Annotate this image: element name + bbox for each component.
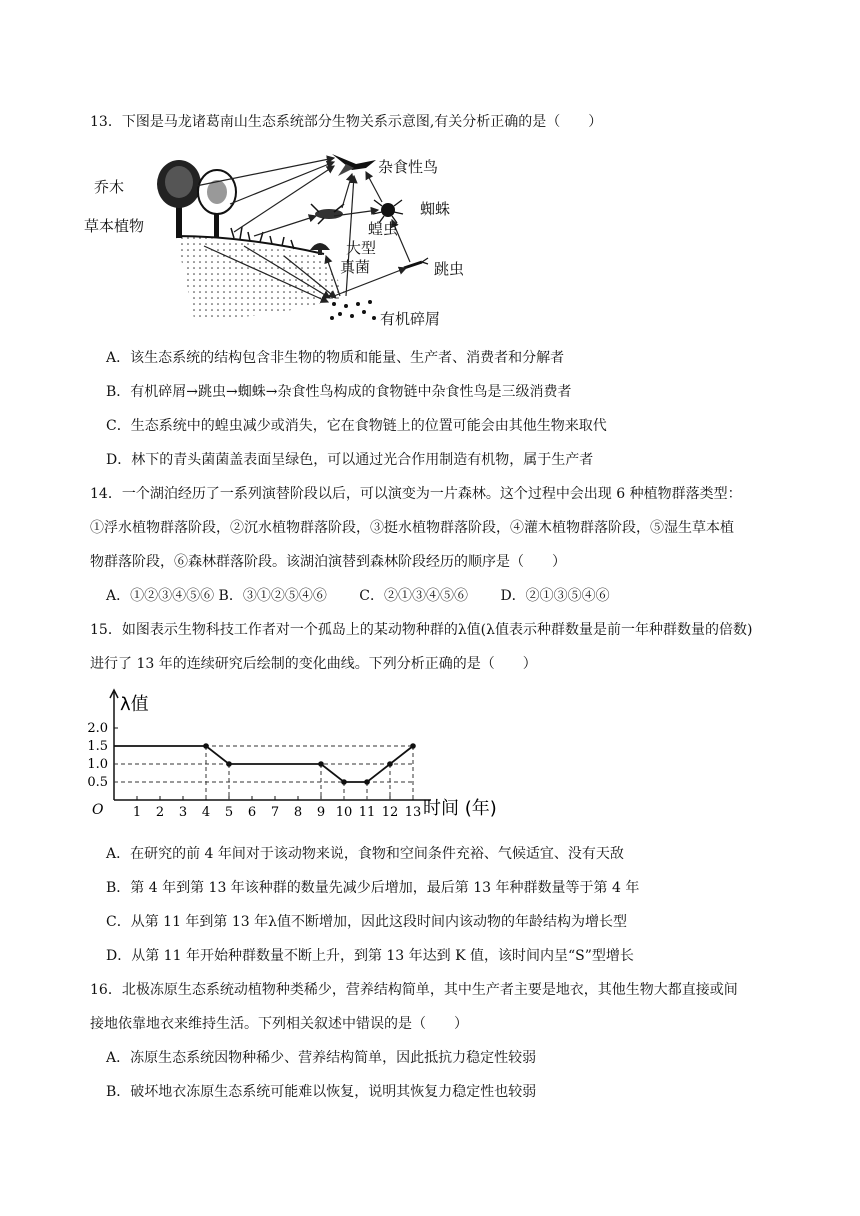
y-tick-label: 2.0 — [87, 721, 108, 736]
springtail-icon — [404, 258, 428, 268]
q13-option-b: B．有机碎屑→跳虫→蜘蛛→杂食性鸟构成的食物链中杂食性鸟是三级消费者 — [106, 384, 572, 400]
tree-icon — [157, 160, 236, 238]
q14-stem-line-2: ①浮水植物群落阶段，②沉水植物群落阶段，③挺水植物群落阶段，④灌木植物群落阶段，⑤湿生草本植 — [90, 520, 734, 536]
data-point — [203, 743, 209, 749]
q14-stem-line-1: 14．一个湖泊经历了一系列演替阶段以后，可以演变为一片森林。这个过程中会出现 6 种植物群落类型： — [90, 486, 742, 502]
x-tick-label: 3 — [178, 805, 188, 820]
y-tick-label: 1.5 — [87, 739, 108, 754]
q16-stem-line-2: 接地依靠地衣来维持生活。下列相关叙述中错误的是（ ） — [90, 1016, 468, 1032]
x-tick-label: 4 — [201, 805, 211, 820]
q15-option-c: C．从第 11 年到第 13 年λ值不断增加，因此这段时间内该动物的年龄结构为增长型 — [106, 914, 628, 930]
lambda-chart — [84, 688, 514, 826]
label-fungus-1: 大型 — [346, 239, 377, 257]
label-fungus-2: 真菌 — [340, 258, 371, 276]
q13-option-d: D．林下的青头菌菌盖表面呈绿色，可以通过光合作用制造有机物，属于生产者 — [106, 452, 594, 468]
bird-icon — [332, 154, 376, 176]
x-tick-label: 7 — [270, 805, 280, 820]
label-tree: 乔木 — [94, 178, 125, 196]
x-tick-label: 10 — [335, 805, 353, 820]
x-axis-label: 时间 (年) — [423, 798, 497, 819]
food-web-figure — [84, 146, 464, 334]
x-tick-label: 2 — [155, 805, 165, 820]
x-tick-label: 11 — [358, 805, 376, 820]
label-bird: 杂食性鸟 — [378, 158, 439, 176]
x-tick-label: 1 — [132, 805, 142, 820]
y-tick-label: 0.5 — [87, 775, 108, 790]
label-detritus: 有机碎屑 — [380, 310, 441, 328]
x-tick-label: 8 — [293, 805, 303, 820]
x-tick-label: 6 — [247, 805, 257, 820]
q15-option-b: B．第 4 年到第 13 年该种群的数量先减少后增加，最后第 13 年种群数量等于第 4 年 — [106, 880, 640, 896]
detritus-icon — [330, 300, 376, 320]
x-tick-label: 13 — [404, 805, 422, 820]
fungus-icon — [310, 243, 330, 255]
data-point — [341, 779, 347, 785]
q13-option-c: C．生态系统中的蝗虫减少或消失，它在食物链上的位置可能会由其他生物来取代 — [106, 418, 607, 434]
y-axis-label: λ值 — [120, 694, 149, 715]
q16-option-b: B．破坏地衣冻原生态系统可能难以恢复，说明其恢复力稳定性也较弱 — [106, 1084, 537, 1100]
x-tick-label: 9 — [316, 805, 326, 820]
data-point — [410, 743, 416, 749]
q15-option-d: D．从第 11 年开始种群数量不断上升，到第 13 年达到 K 值，该时间内呈“S”型增长 — [106, 948, 634, 964]
q16-stem-line-1: 16．北极冻原生态系统动植物种类稀少，营养结构简单，其中生产者主要是地衣，其他生物大都直接或间 — [90, 982, 738, 998]
q14-stem-line-3: 物群落阶段，⑥森林群落阶段。该湖泊演替到森林阶段经历的顺序是（ ） — [90, 554, 566, 570]
q15-stem-line-2: 进行了 13 年的连续研究后绘制的变化曲线。下列分析正确的是（ ） — [90, 656, 537, 672]
label-locust: 蝗虫 — [368, 220, 399, 238]
q15-option-a: A．在研究的前 4 年间对于该动物来说，食物和空间条件充裕、气候适宜、没有天敌 — [106, 846, 624, 862]
data-point — [364, 779, 370, 785]
data-point — [226, 761, 232, 767]
locust-icon — [311, 204, 344, 224]
q13-stem: 13．下图是马龙诸葛南山生态系统部分生物关系示意图,有关分析正确的是（ ） — [90, 114, 603, 130]
origin-label: O — [92, 802, 104, 818]
y-tick-label: 1.0 — [87, 757, 108, 772]
q14-options: A．①②③④⑤⑥ B．③①②⑤④⑥ C．②①③④⑤⑥ D．②①③⑤④⑥ — [106, 588, 610, 604]
label-springtail: 跳虫 — [434, 260, 464, 278]
q13-option-a: A．该生态系统的结构包含非生物的物质和能量、生产者、消费者和分解者 — [106, 350, 565, 366]
label-spider: 蜘蛛 — [420, 200, 451, 218]
q16-option-a: A．冻原生态系统因物种稀少、营养结构简单，因此抵抗力稳定性较弱 — [106, 1050, 537, 1066]
q15-stem-line-1: 15．如图表示生物科技工作者对一个孤岛上的某动物种群的λ值(λ值表示种群数量是前一年种群数量的倍数) — [90, 622, 753, 638]
data-point — [318, 761, 324, 767]
label-herb: 草本植物 — [84, 217, 145, 235]
x-tick-label: 5 — [224, 805, 234, 820]
x-tick-label: 12 — [381, 805, 399, 820]
data-point — [387, 761, 393, 767]
